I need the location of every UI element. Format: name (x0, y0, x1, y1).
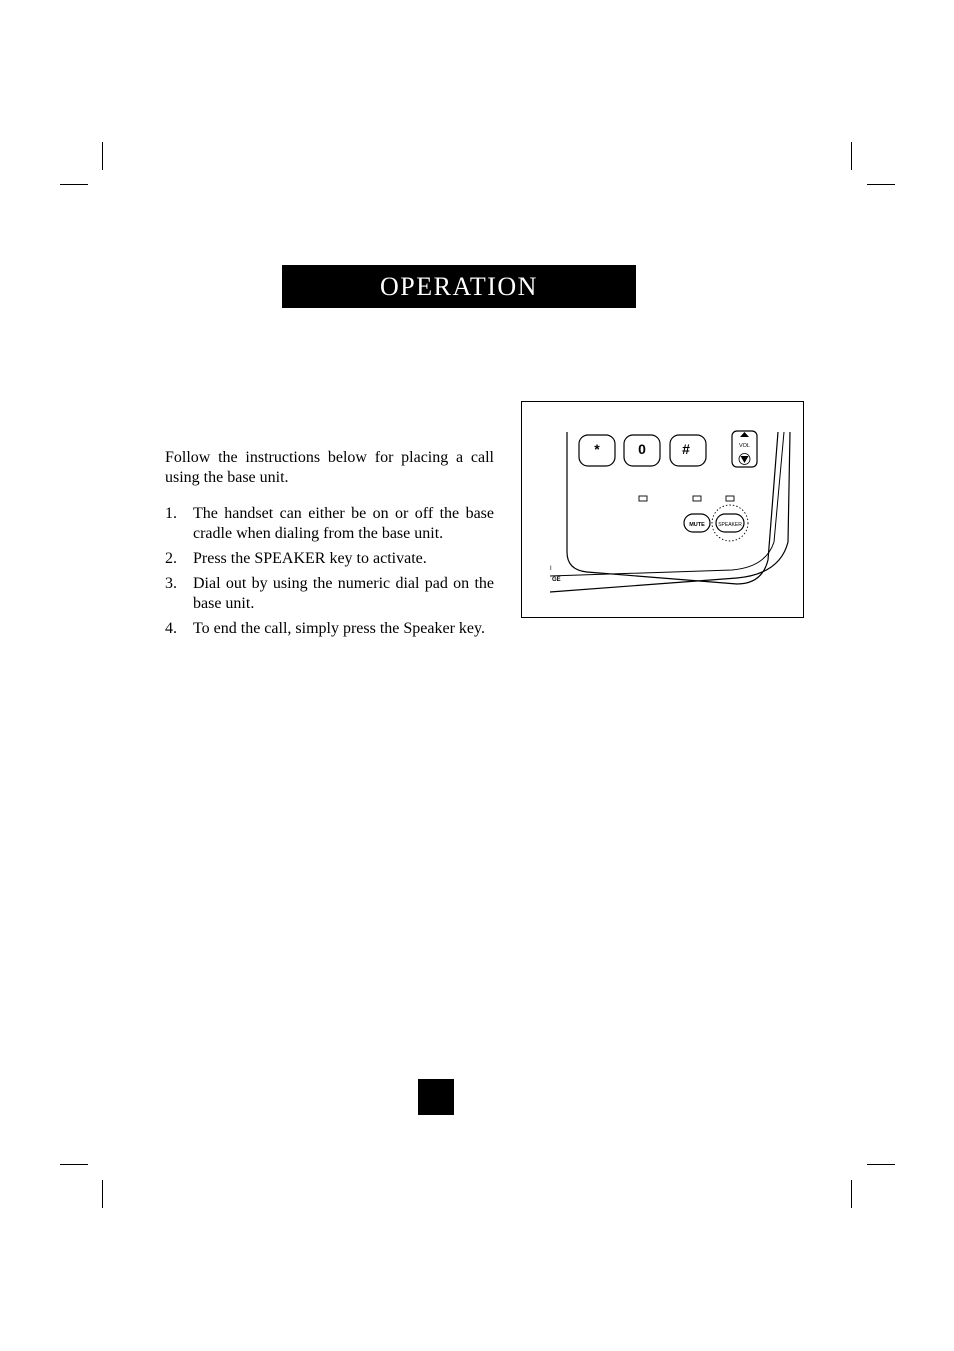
base-unit-drawing (522, 402, 803, 617)
speaker-key-label: SPEAKER (718, 522, 742, 528)
section-title: OPERATION (380, 271, 538, 301)
crop-mark-bottom-left-horizontal (60, 1164, 88, 1165)
crop-mark-bottom-right-horizontal (867, 1164, 895, 1165)
instruction-steps (165, 504, 494, 644)
step-number: 2. (165, 550, 177, 567)
star-key-label: * (594, 441, 600, 457)
section-title-banner (282, 265, 636, 308)
step-text: Dial out by using the numeric dial pad on the base unit. (193, 575, 494, 612)
hash-key-label: # (682, 441, 690, 457)
step-text: To end the call, simply press the Speaker key. (193, 620, 485, 637)
edge-label: GE (552, 577, 561, 583)
crop-mark-top-right-horizontal (867, 184, 895, 185)
step-number: 1. (165, 505, 177, 522)
indicator-light (639, 496, 647, 501)
indicator-light (726, 496, 734, 501)
mute-key-label: MUTE (689, 522, 705, 528)
list-item (165, 574, 494, 614)
list-item (165, 619, 494, 639)
page-number-box (418, 1079, 454, 1115)
crop-mark-top-left-horizontal (60, 184, 88, 185)
list-item (165, 504, 494, 544)
base-unit-illustration (521, 401, 804, 618)
indicator-light (693, 496, 701, 501)
intro-paragraph: Follow the instructions below for placing a call using the base unit. (165, 449, 494, 486)
crop-mark-bottom-left-vertical (102, 1180, 103, 1208)
step-text: The handset can either be on or off the base cradle when dialing from the base unit. (193, 505, 494, 542)
step-text: Press the SPEAKER key to activate. (193, 550, 427, 567)
step-number: 4. (165, 620, 177, 637)
crop-mark-top-left-vertical (102, 142, 103, 170)
zero-key-label: 0 (638, 441, 646, 457)
volume-label: VOL (738, 443, 751, 449)
crop-mark-top-right-vertical (851, 142, 852, 170)
list-item (165, 549, 494, 569)
step-number: 3. (165, 575, 177, 592)
crop-mark-bottom-right-vertical (851, 1180, 852, 1208)
edge-label-top: I (550, 566, 552, 572)
